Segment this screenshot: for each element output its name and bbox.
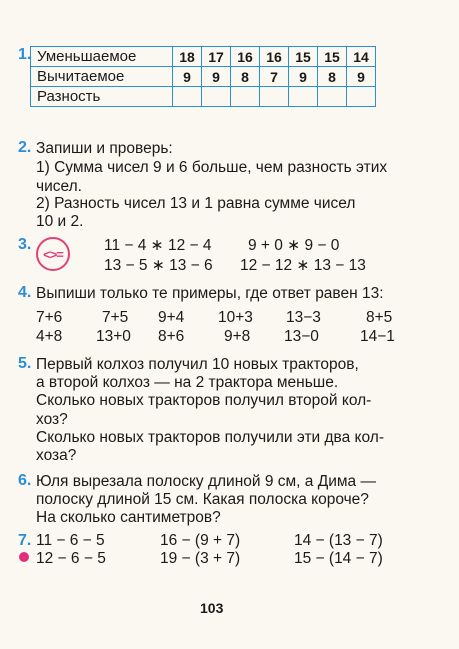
task-2-line: Запиши и проверь: <box>36 140 173 157</box>
task-4-text: Выпиши только те примеры, где ответ равен 13: <box>36 285 384 302</box>
example-expression: 14−1 <box>360 328 395 345</box>
table-cell <box>202 87 231 107</box>
table-cell <box>347 87 376 107</box>
table-row-difference <box>31 87 376 107</box>
task-2-line: 10 и 2. <box>36 213 84 230</box>
task-7-expression: 15 − (14 − 7) <box>294 550 383 567</box>
task-7-expression: 19 − (3 + 7) <box>160 550 241 567</box>
row-label: Вычитаемое <box>31 67 173 87</box>
example-expression: 4+8 <box>36 328 63 345</box>
example-expression: 7+5 <box>102 309 129 326</box>
example-expression: 8+6 <box>158 328 185 345</box>
task-1-number: 1. <box>18 46 32 63</box>
task-3-number: 3. <box>18 236 32 253</box>
table-cell: 17 <box>202 47 231 67</box>
task-5-number: 5. <box>18 355 32 372</box>
task-6-line: На сколько сантиметров? <box>36 509 221 526</box>
table-cell <box>231 87 260 107</box>
table-cell: 8 <box>231 67 260 87</box>
compare-signs-icon: <>= <box>36 237 70 271</box>
table-cell: 9 <box>289 67 318 87</box>
example-expression: 13−3 <box>286 309 321 326</box>
example-expression: 8+5 <box>366 309 393 326</box>
task-7-expression: 11 − 6 − 5 <box>36 532 105 549</box>
example-expression: 13−0 <box>284 328 319 345</box>
page-number: 103 <box>200 600 224 616</box>
difficulty-dot-icon <box>19 552 29 562</box>
example-expression: 10+3 <box>218 309 253 326</box>
table-cell: 16 <box>260 47 289 67</box>
task-5-line: а второй колхоз — на 2 трактора меньше. <box>36 374 339 391</box>
table-row-subtrahend <box>31 67 376 87</box>
table-cell: 16 <box>231 47 260 67</box>
task-5-line: Сколько новых тракторов получил второй кол- <box>36 392 372 409</box>
example-expression: 9+4 <box>158 309 185 326</box>
task-5-line: хоз? <box>36 411 68 428</box>
compare-expression: 12 − 12 ∗ 13 − 13 <box>240 257 366 274</box>
table-cell: 18 <box>173 47 202 67</box>
table-cell: 15 <box>289 47 318 67</box>
task-5-line: хоза? <box>36 447 77 464</box>
table-cell <box>289 87 318 107</box>
task-2-line: чисел. <box>36 178 82 195</box>
table-cell: 9 <box>173 67 202 87</box>
compare-expression: 11 − 4 ∗ 12 − 4 <box>104 237 212 254</box>
table-cell: 14 <box>347 47 376 67</box>
task-2-line: 2) Разность чисел 13 и 1 равна сумме чисел <box>36 195 356 212</box>
task-4-number: 4. <box>18 284 32 301</box>
row-label: Разность <box>31 87 173 107</box>
table-cell <box>260 87 289 107</box>
task-6-number: 6. <box>18 472 32 489</box>
task-7-expression: 12 − 6 − 5 <box>36 550 106 567</box>
row-label: Уменьшаемое <box>31 47 173 67</box>
task-7-number: 7. <box>18 532 32 549</box>
task-7-expression: 16 − (9 + 7) <box>160 532 241 549</box>
table-cell <box>318 87 347 107</box>
compare-expression: 13 − 5 ∗ 13 − 6 <box>104 257 213 274</box>
example-expression: 9+8 <box>224 328 251 345</box>
table-cell: 8 <box>318 67 347 87</box>
task-7-expression: 14 − (13 − 7) <box>294 532 383 549</box>
example-expression: 7+6 <box>36 309 63 326</box>
subtraction-table <box>30 46 376 107</box>
task-2-number: 2. <box>18 139 32 156</box>
compare-expression: 9 + 0 ∗ 9 − 0 <box>248 237 340 254</box>
task-2-line: 1) Сумма чисел 9 и 6 больше, чем разность этих <box>36 159 388 176</box>
task-6-line: Юля вырезала полоску длиной 9 см, а Дима — <box>36 473 376 490</box>
example-expression: 13+0 <box>96 328 131 345</box>
task-6-line: полоску длиной 15 см. Какая полоска короче? <box>36 491 369 508</box>
table-cell: 15 <box>318 47 347 67</box>
task-5-line: Сколько новых тракторов получили эти два кол- <box>36 429 384 446</box>
table-row-minuend <box>31 47 376 67</box>
table-cell: 9 <box>347 67 376 87</box>
table-cell: 7 <box>260 67 289 87</box>
table-cell <box>173 87 202 107</box>
table-cell: 9 <box>202 67 231 87</box>
task-5-line: Первый колхоз получил 10 новых тракторов, <box>36 356 359 373</box>
